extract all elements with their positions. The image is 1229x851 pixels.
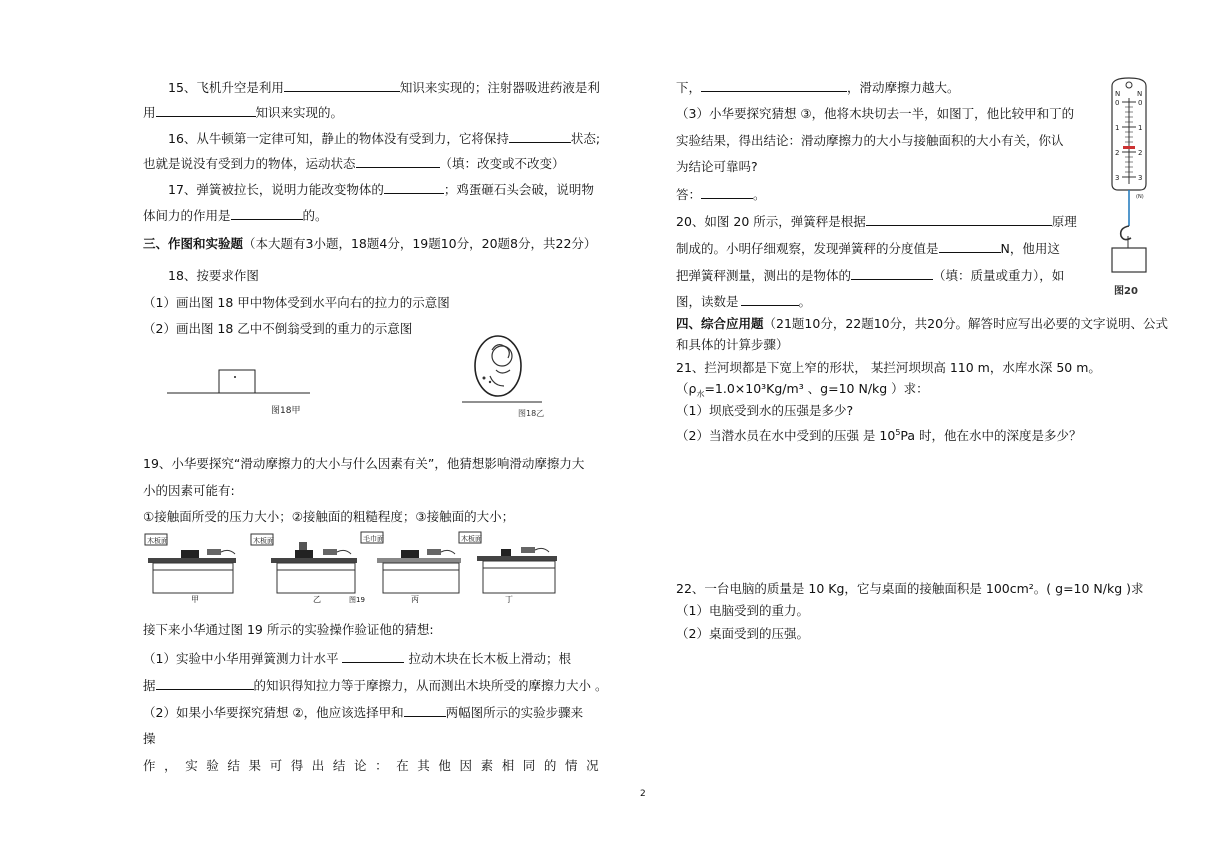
q20-text-b: 原理 (1051, 214, 1077, 229)
section4-note-b: 和具体的计算步骤） (676, 337, 789, 352)
q20-line3 (676, 267, 1064, 284)
q21-text-b: （ρ (676, 381, 697, 396)
q16-blank-2[interactable] (356, 155, 440, 168)
q15-blank-1[interactable] (284, 79, 400, 92)
block-box (219, 370, 255, 393)
q20-text-d: N，他用这 (1000, 241, 1060, 256)
figure-18b (462, 330, 547, 420)
fig20-unit: (N) (1136, 194, 1144, 200)
q19-answer-blank[interactable] (701, 186, 753, 199)
towel-board (377, 558, 461, 563)
spring-scale (323, 549, 337, 555)
q19-line6 (143, 677, 608, 694)
q19-line9: 作，实验结果可得出结论：在其他因素相同的情况 (143, 758, 608, 773)
tick-label-1: 1 (1115, 124, 1120, 132)
tick-label-0-right: 0 (1138, 99, 1143, 107)
hand (441, 550, 455, 554)
q20-text-a: 20、如图 20 所示，弹簧秤是根据 (676, 214, 866, 229)
q22-line1: 22、一台电脑的质量是 10 Kg，它与桌面的接触面积是 100cm²。( g=10 N/kg )求 (676, 581, 1144, 596)
q15-line2 (143, 104, 343, 121)
q19-line2: 小的因素可能有: (143, 483, 235, 498)
q17-text-d: 的。 (302, 208, 328, 223)
q16-text-c: 也就是说没有受到力的物体，运动状态 (143, 156, 356, 171)
q21-text-2a: （2）当潜水员在水中受到的压强 是 10 (676, 428, 896, 444)
q17-text-a: 17、弹簧被拉长，说明力能改变物体的 (168, 182, 384, 197)
fig18a-caption: 图18甲 (271, 406, 301, 416)
q19-blank-1[interactable] (342, 650, 404, 663)
q20-blank-4[interactable] (741, 293, 799, 306)
q20-line2 (676, 240, 1060, 257)
q17-blank-1[interactable] (384, 181, 444, 194)
fig19-name-jia: 甲 (191, 595, 199, 604)
table (277, 563, 355, 593)
table (153, 563, 233, 593)
tick-label-1-right: 1 (1138, 124, 1143, 132)
q20-line4 (676, 293, 811, 310)
block-point (234, 376, 236, 378)
q19-line1: 19、小华要探究“滑动摩擦力的大小与什么因素有关”，他猜想影响滑动摩擦力大 (143, 456, 585, 471)
section4-note-a: （21题10分，22题10分，共20分。解答时应写出必要的文字说明、公式 (763, 316, 1169, 331)
fig20-n-right: N (1137, 90, 1143, 98)
q21-part1: （1）坝底受到水的压强是多少? (676, 403, 854, 418)
page-number: 2 (640, 789, 646, 799)
q17-line2 (143, 207, 328, 224)
q16-line2 (143, 155, 565, 172)
q20-text-g: 图，读数是 (676, 294, 739, 309)
q19-line5 (143, 650, 571, 667)
q15-text-a: 15、飞机升空是利用 (168, 80, 284, 95)
fig19-name-bing: 丙 (411, 595, 419, 604)
q19-text-j: 两幅图所示的实验步骤来 (445, 705, 584, 720)
q19-answer-line (676, 186, 766, 203)
q21-text-c: =1.0×10³Kg/m³ 、g=10 N/kg ）求： (704, 381, 929, 396)
hand (535, 548, 549, 552)
q15-text-d: 知识来实现的。 (255, 105, 344, 120)
q19-line3: ①接触面所受的压力大小；②接触面的粗糙程度；③接触面的大小； (143, 509, 515, 524)
fig19-label-ding: 木板面 (461, 535, 482, 543)
tick-label-2-right: 2 (1138, 149, 1143, 157)
q20-text-h: 。 (798, 294, 812, 309)
section4-title: 四、综合应用题 (676, 316, 764, 331)
spring-scale (521, 547, 535, 553)
q17-line1 (168, 181, 594, 198)
q17-text-b: ；鸡蛋砸石头会破，说明物 (443, 182, 594, 197)
fig18b-caption: 图18乙 (518, 409, 545, 418)
tick-label-2: 2 (1115, 149, 1120, 157)
fig19-label-bing: 毛巾面 (363, 535, 384, 543)
weight (299, 542, 307, 550)
q19-cont-line1 (676, 79, 960, 96)
half-wood-block (501, 549, 511, 556)
q19-cont-line3: 实验结果，得出结论：滑动摩擦力的大小与接触面积的大小有关，你认 (676, 133, 1064, 148)
weight-box (1112, 248, 1146, 272)
wood-block (181, 550, 199, 558)
q21-line2 (676, 381, 929, 403)
board (271, 558, 357, 563)
q20-blank-3[interactable] (851, 267, 933, 280)
section3-title: 三、作图和实验题 (143, 236, 244, 251)
spring-scale (207, 549, 221, 555)
q16-text-b: 状态; (570, 131, 601, 146)
q15-text-b: 知识来实现的；注射器吸进药液是利 (399, 80, 600, 95)
q16-blank-1[interactable] (509, 130, 571, 143)
wood-block (401, 550, 419, 558)
figure-18a (165, 365, 315, 417)
q16-text-a: 16、从牛顿第一定律可知，静止的物体没有受到力，它将保持 (168, 131, 509, 146)
q19-line8: 操 (143, 731, 156, 746)
board (477, 556, 557, 561)
hand (221, 550, 235, 554)
q19-cont-line2: （3）小华要探究猜想 ③，他将木块切去一半，如图丁，他比较甲和丁的 (676, 106, 1075, 121)
section3-heading (143, 236, 596, 252)
table (383, 563, 459, 593)
q15-blank-2[interactable] (156, 104, 256, 117)
table (483, 561, 555, 593)
q19-text-h: 的知识得知拉力等于摩擦力，从而测出木块所受的摩擦力大小 。 (253, 678, 608, 693)
r1-text-a: 下， (676, 80, 702, 95)
q22-part1: （1）电脑受到的重力。 (676, 603, 809, 618)
q16-line1 (168, 130, 600, 147)
q20-text-f: （填：质量或重力），如 (933, 268, 1065, 283)
q16-text-d: （填：改变或不改变） (439, 156, 565, 171)
q18-title: 18、按要求作图 (168, 268, 259, 283)
q21-line1: 21、拦河坝都是下宽上窄的形状， 某拦河坝坝高 110 m，水库水深 50 m。 (676, 360, 1101, 375)
q19-text-g: 据 (143, 678, 156, 693)
q15-text-c: 用 (143, 105, 156, 120)
q18-part1: （1）画出图 18 甲中物体受到水平向右的拉力的示意图 (143, 295, 450, 310)
fig19-name-ding: 丁 (505, 595, 513, 604)
r5-text-b: 。 (753, 187, 766, 202)
board (148, 558, 236, 563)
figure-19 (143, 530, 563, 606)
q19-cont-line4: 为结论可靠吗? (676, 159, 758, 174)
q19-blank-2[interactable] (156, 677, 254, 690)
section4-heading (676, 316, 1168, 332)
tumbler-dot (483, 377, 486, 380)
q19-blank-4[interactable] (701, 79, 847, 92)
fig19-setup-ding (459, 532, 557, 604)
q18-part2: （2）画出图 18 乙中不倒翁受到的重力的示意图 (143, 321, 413, 336)
fig19-setup-jia (145, 534, 236, 604)
q22-part2: （2）桌面受到的压强。 (676, 626, 809, 641)
fig19-label-yi: 木板面 (253, 537, 274, 545)
q19-text-e: （1）实验中小华用弹簧测力计水平 (143, 651, 339, 666)
fig20-n-left: N (1115, 90, 1121, 98)
fig20-caption: 图20 (1114, 286, 1138, 297)
hand (337, 550, 351, 554)
tick-label-0: 0 (1115, 99, 1120, 107)
scale-pointer (1123, 146, 1135, 149)
q17-blank-2[interactable] (231, 207, 303, 220)
figure-20 (1106, 76, 1154, 300)
q19-line7 (143, 704, 583, 721)
tick-label-3: 3 (1115, 174, 1120, 182)
q21-text-2b: Pa 时，他在水中的深度是多少？ (900, 428, 1082, 444)
q20-blank-2[interactable] (939, 240, 1001, 253)
q19-text-f: 拉动木块在长木板上滑动；根 (408, 651, 571, 666)
fig19-name-yi: 乙 (313, 595, 321, 604)
fig19-caption: 图19 (349, 596, 365, 604)
tick-label-3-right: 3 (1138, 174, 1143, 182)
tumbler-dot (489, 381, 491, 383)
wood-block (295, 550, 313, 558)
q17-text-c: 体间力的作用是 (143, 208, 231, 223)
q20-text-e: 把弹簧秤测量，测出的是物体的 (676, 268, 852, 283)
spring-scale (427, 549, 441, 555)
q21-part2 (676, 425, 1082, 444)
q19-blank-3[interactable] (404, 704, 446, 717)
q21-subscript: 水 (696, 389, 705, 399)
section3-note: （本大题有3小题，18题4分，19题10分，20题8分，共22分） (243, 236, 597, 251)
q19-line4: 接下来小华通过图 19 所示的实验操作验证他的猜想: (143, 622, 434, 637)
r5-text-a: 答： (676, 187, 702, 202)
scale-hook (1121, 226, 1131, 240)
q20-text-c: 制成的。小明仔细观察，发现弹簧秤的分度值是 (676, 241, 939, 256)
fig19-label-jia: 木板面 (147, 537, 168, 545)
q19-text-i: （2）如果小华要探究猜想 ②，他应该选择甲和 (143, 705, 404, 720)
q20-line1 (676, 213, 1077, 230)
r1-text-b: ，滑动摩擦力越大。 (847, 80, 960, 95)
fig19-setup-bing (361, 532, 461, 604)
fig19-setup-yi (251, 534, 365, 604)
q15-line1 (168, 79, 600, 96)
q20-blank-1[interactable] (866, 213, 1052, 226)
q21-superscript: 5 (895, 428, 901, 437)
